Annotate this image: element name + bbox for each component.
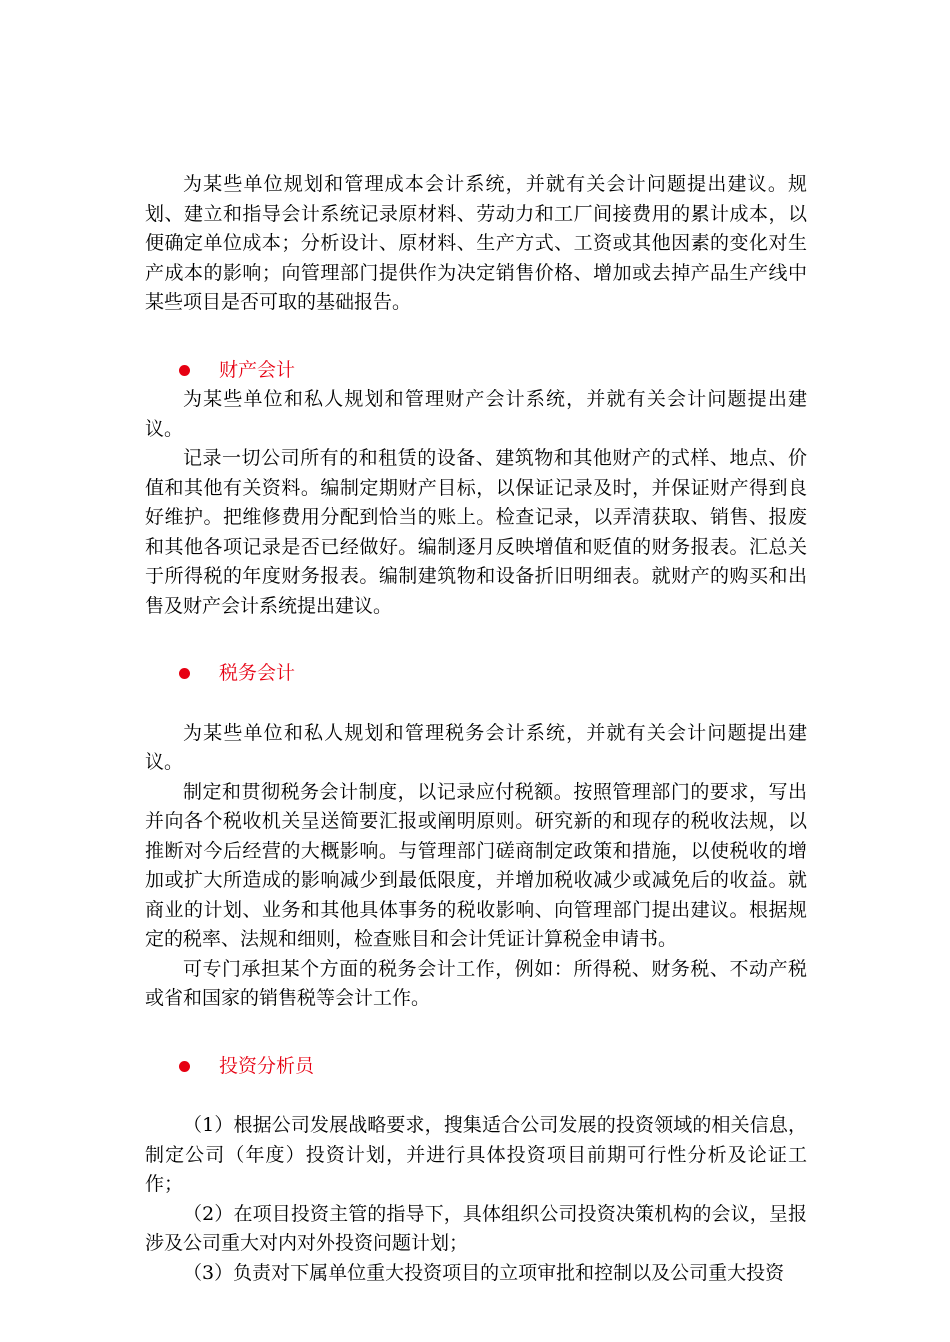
section-title: 财产会计 xyxy=(219,358,296,381)
section-heading xyxy=(145,356,807,386)
section-property-accounting xyxy=(145,356,807,622)
red-dot-icon xyxy=(179,365,190,376)
spacer xyxy=(145,1081,807,1111)
section-tax-accounting xyxy=(145,659,807,1014)
section-paragraph: 制定和贯彻税务会计制度，以记录应付税额。按照管理部门的要求，写出并向各个税收机关呈送简要汇报或阐明原则。研究新的和现存的税收法规，以推断对今后经营的大概影响。与管理部门磋商制定政策和措施，以使税收的增加或扩大所造成的影响减少到最低限度，并增加税收减少或减免后的收益。就商业的计划、业务和其他具体事务的税收影响、向管理部门提出建议。根据规定的税率、法规和细则，检查账目和会计凭证计算税金申请书。 xyxy=(145,780,807,950)
section-paragraph: 为某些单位和私人规划和管理税务会计系统，并就有关会计问题提出建议。 xyxy=(145,721,807,773)
red-dot-icon xyxy=(179,1061,190,1072)
section-investment-analyst xyxy=(145,1052,807,1289)
section-paragraph: 为某些单位和私人规划和管理财产会计系统，并就有关会计问题提出建议。 xyxy=(145,388,807,440)
intro-paragraph: 为某些单位规划和管理成本会计系统，并就有关会计问题提出建议。规划、建立和指导会计系统记录原材料、劳动力和工厂间接费用的累计成本，以便确定单位成本；分析设计、原材料、生产方式、工资或其他因素的变化对生产成本的影响；向管理部门提供作为决定销售价格、增加或去掉产品生产线中某些项目是否可取的基础报告。 xyxy=(145,173,807,313)
section-paragraph: 记录一切公司所有的和租赁的设备、建筑物和其他财产的式样、地点、价值和其他有关资料。编制定期财产目标，以保证记录及时，并保证财产得到良好维护。把维修费用分配到恰当的账上。检查记录，以弄清获取、销售、报废和其他各项记录是否已经做好。编制逐月反映增值和贬值的财务报表。汇总关于所得税的年度财务报表。编制建筑物和设备折旧明细表。就财产的购买和出售及财产会计系统提出建议。 xyxy=(145,447,807,617)
spacer xyxy=(145,689,807,719)
section-paragraph: （1）根据公司发展战略要求，搜集适合公司发展的投资领域的相关信息，制定公司（年度）投资计划，并进行具体投资项目前期可行性分析及论证工作； xyxy=(145,1114,807,1195)
spacer xyxy=(145,621,807,659)
section-heading xyxy=(145,1052,807,1082)
section-heading xyxy=(145,659,807,689)
spacer xyxy=(145,318,807,356)
spacer xyxy=(145,1014,807,1052)
document-page xyxy=(145,170,807,1288)
section-title: 投资分析员 xyxy=(219,1054,315,1077)
section-title: 税务会计 xyxy=(219,662,296,684)
red-dot-icon xyxy=(179,668,190,679)
section-paragraph: （3）负责对下属单位重大投资项目的立项审批和控制以及公司重大投资 xyxy=(183,1261,785,1284)
section-paragraph: （2）在项目投资主管的指导下，具体组织公司投资决策机构的会议，呈报涉及公司重大对内对外投资问题计划； xyxy=(145,1202,807,1254)
section-paragraph: 可专门承担某个方面的税务会计工作，例如：所得税、财务税、不动产税或省和国家的销售税等会计工作。 xyxy=(145,957,807,1009)
